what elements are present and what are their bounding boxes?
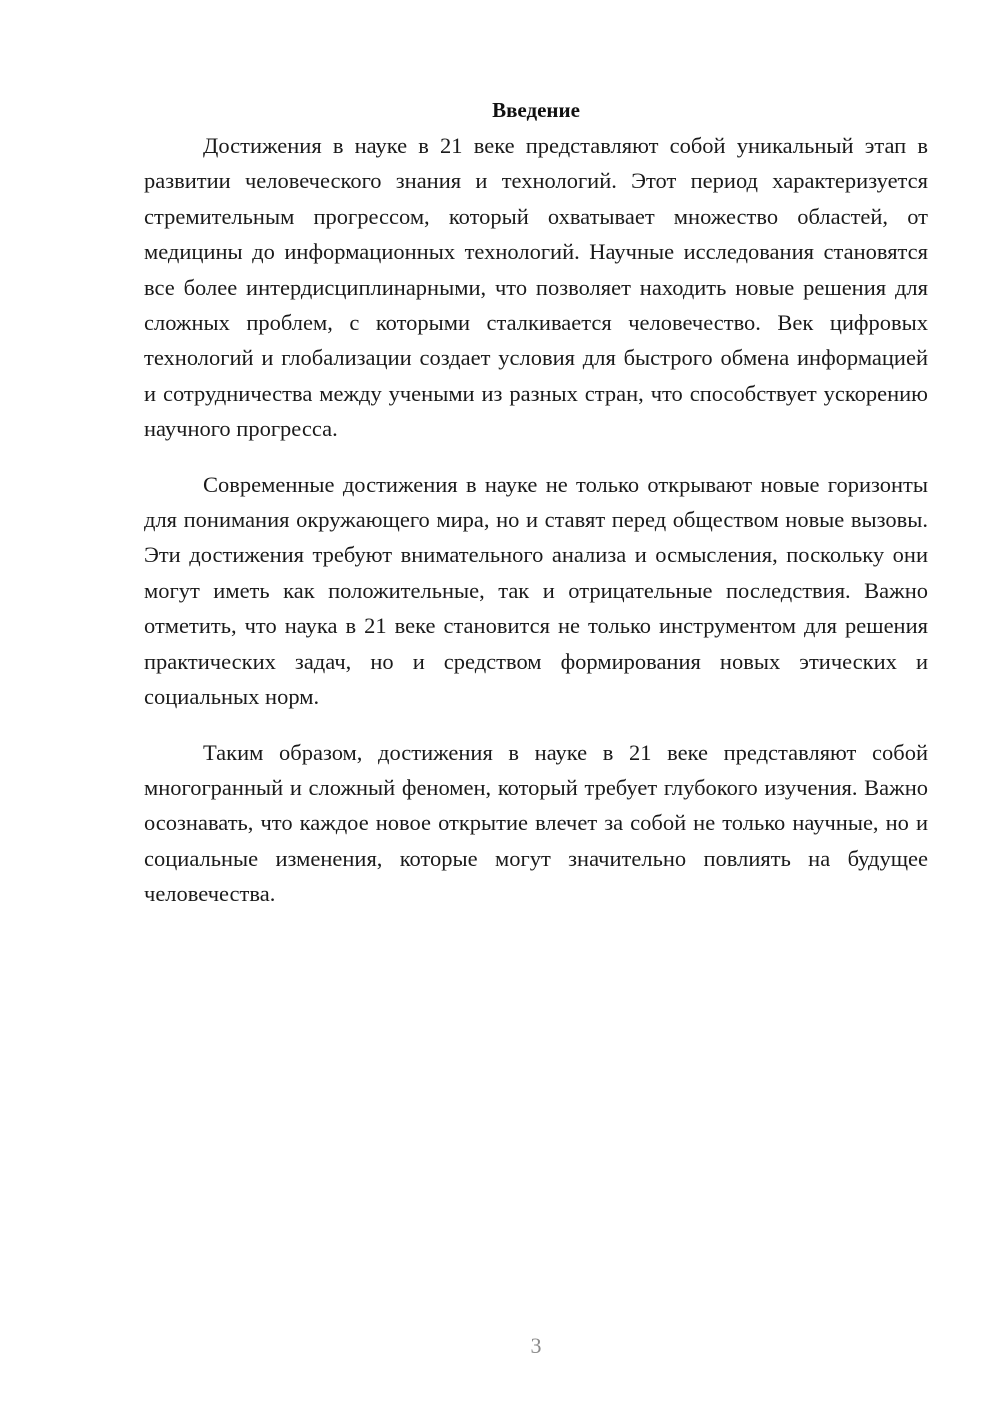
page-content: [144, 92, 928, 912]
page-number: 3: [530, 1333, 542, 1358]
paragraph-2: Современные достижения в науке не только открывают новые горизонты для понимания окружающего мира, но и ставят перед обществом новые вызовы. Эти достижения требуют внимательного анализа и осмысления, поскольку они могут иметь как положительные, так и отрицательные последствия. Важно отметить, что наука в 21 веке становится не только инструментом для решения практических задач, но и средством формирования новых этических и социальных норм.: [144, 471, 928, 710]
paragraph-3: Таким образом, достижения в науке в 21 веке представляют собой многогранный и сложный феномен, который требует глубокого изучения. Важно осознавать, что каждое новое открытие влечет за собой не только научные, но и социальные изменения, которые могут значительно повлиять на будущее человечества.: [144, 739, 928, 907]
paragraph-1: Достижения в науке в 21 веке представляют собой уникальный этап в развитии человеческого знания и технологий. Этот период характеризуется стремительным прогрессом, который охватывает множество областей, от медицины до информационных технологий. Научные исследования становятся все более интердисциплинарными, что позволяет находить новые решения для сложных проблем, с которыми сталкивается человечество. Век цифровых технологий и глобализации создает условия для быстрого обмена информацией и сотрудничества между учеными из разных стран, что способствует ускорению научного прогресса.: [144, 133, 928, 442]
section-title: Введение: [492, 98, 580, 122]
